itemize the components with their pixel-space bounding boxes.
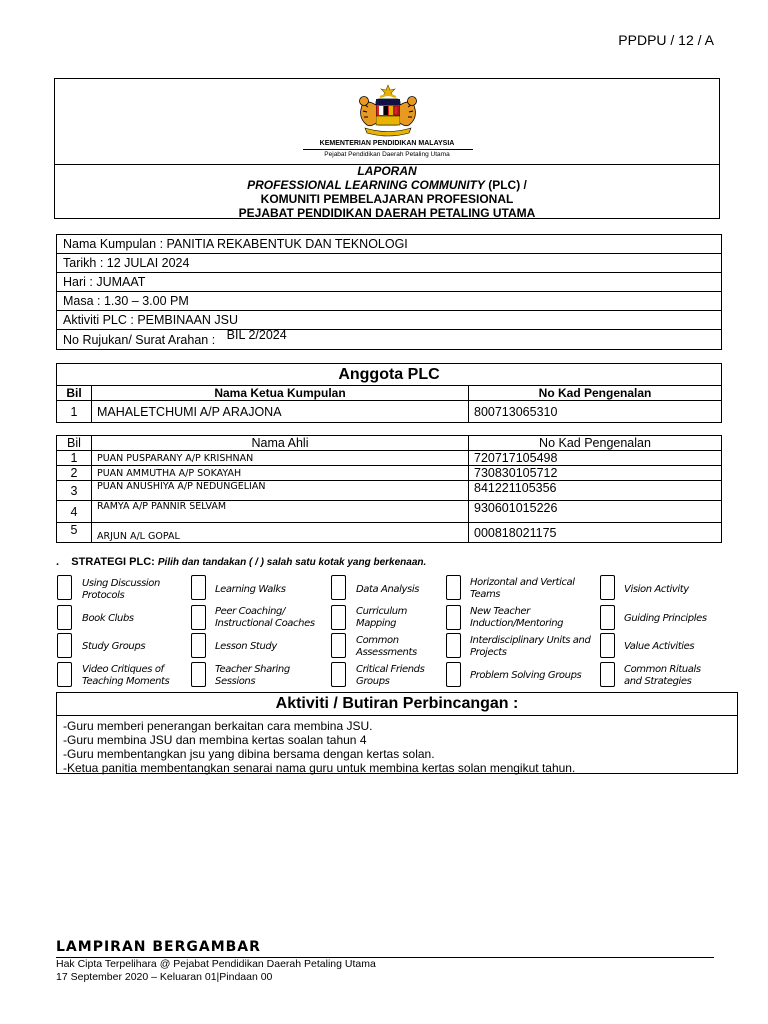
report-title: [55, 164, 719, 220]
member-name: PUAN PUSPARANY A/P KRISHNAN: [92, 451, 469, 466]
strategy-label: Critical Friends Groups: [356, 664, 425, 687]
malaysia-coat-of-arms-emblem: [343, 83, 433, 141]
lampiran-heading: LAMPIRAN BERGAMBAR: [56, 939, 261, 955]
strategy-label: Value Activities: [624, 641, 695, 652]
strategy-label: Lesson Study: [215, 641, 277, 652]
strategy-label: Interdisciplinary Units and Projects: [470, 635, 591, 658]
strategy-checkbox[interactable]: [446, 633, 461, 658]
strategy-label: Common Rituals and Strategies: [624, 664, 701, 687]
strategy-label: Learning Walks: [215, 584, 286, 595]
strategy-checkbox[interactable]: [331, 575, 346, 600]
strategy-checkbox[interactable]: [331, 605, 346, 630]
office-name: Pejabat Pendidikan Daerah Petaling Utama: [324, 151, 450, 158]
aktiviti-title: Aktiviti / Butiran Perbincangan :: [57, 693, 737, 716]
strategy-checkbox[interactable]: [57, 662, 72, 687]
col-bil: Bil: [57, 386, 92, 401]
member-bil: 5: [57, 523, 92, 543]
aktiviti-line: -Guru membentangkan jsu yang dibina bersama dengan kertas solan.: [63, 747, 435, 761]
member-bil: 4: [57, 501, 92, 523]
strategy-label: Teacher Sharing Sessions: [215, 664, 290, 687]
strategy-label: Vision Activity: [624, 584, 689, 595]
strategy-checkbox[interactable]: [600, 633, 615, 658]
strategy-label: Study Groups: [82, 641, 146, 652]
aktiviti-section: [56, 692, 738, 774]
strategy-label: Video Critiques of Teaching Moments: [82, 664, 170, 687]
strategy-checkbox[interactable]: [191, 633, 206, 658]
member-bil: 1: [57, 451, 92, 466]
member-name: PUAN ANUSHIYA A/P NEDUNGELIAN: [92, 481, 469, 501]
strategy-label: Curriculum Mapping: [356, 606, 408, 629]
aktiviti-details: [57, 716, 737, 778]
member-name: ARJUN A/L GOPAL: [92, 523, 469, 543]
table-row: [57, 481, 722, 501]
footer: [56, 958, 376, 984]
member-name: RAMYA A/P PANNIR SELVAM: [92, 501, 469, 523]
anggota-plc-title: Anggota PLC: [56, 363, 722, 385]
rujukan-value: BIL 2/2024: [226, 327, 287, 342]
report-header: [54, 78, 720, 219]
strategy-checkbox[interactable]: [331, 633, 346, 658]
member-bil: 2: [57, 466, 92, 481]
strategy-label: Book Clubs: [82, 613, 134, 624]
strategy-checkbox[interactable]: [331, 662, 346, 687]
table-row: [57, 466, 722, 481]
table-row: [57, 451, 722, 466]
title-line-2: PROFESSIONAL LEARNING COMMUNITY (PLC) /: [247, 178, 527, 192]
logo-area: [55, 79, 719, 165]
col-bil: Bil: [57, 436, 92, 451]
strategy-checkbox[interactable]: [57, 633, 72, 658]
strategy-label: Peer Coaching/ Instructional Coaches: [215, 606, 315, 629]
strategy-label: Data Analysis: [356, 584, 420, 595]
member-ic: 720717105498: [469, 451, 722, 466]
document-reference: PPDPU / 12 / A: [618, 32, 714, 48]
field-aktiviti-plc: Aktiviti PLC : PEMBINAAN JSU: [57, 311, 722, 330]
title-line-1: LAPORAN: [357, 164, 417, 178]
strategy-checkbox[interactable]: [57, 575, 72, 600]
aktiviti-line: -Guru memberi penerangan berkaitan cara membina JSU.: [63, 719, 373, 733]
table-row: [57, 401, 722, 423]
col-no-kad: No Kad Pengenalan: [469, 386, 722, 401]
field-tarikh: Tarikh : 12 JULAI 2024: [57, 254, 722, 273]
member-bil: 3: [57, 481, 92, 501]
strategy-checkbox[interactable]: [446, 662, 461, 687]
aktiviti-line: -Ketua panitia membentangkan senarai nama guru untuk membina kertas solan mengikut tahun.: [63, 761, 576, 775]
col-nama-ketua: Nama Ketua Kumpulan: [92, 386, 469, 401]
strategy-label: New Teacher Induction/Mentoring: [470, 606, 564, 629]
strategi-plc-heading: . STRATEGI PLC: Pilih dan tandakan ( / ) salah satu kotak yang berkenaan.: [56, 556, 427, 568]
member-name: PUAN AMMUTHA A/P SOKAYAH: [92, 466, 469, 481]
field-no-rujukan: No Rujukan/ Surat Arahan : BIL 2/2024: [57, 330, 722, 350]
field-masa: Masa : 1.30 – 3.00 PM: [57, 292, 722, 311]
member-ic: 730830105712: [469, 466, 722, 481]
group-leader-table: [56, 385, 722, 423]
members-table: [56, 435, 722, 543]
ministry-divider: [303, 149, 473, 150]
strategy-checkbox[interactable]: [191, 605, 206, 630]
field-hari: Hari : JUMAAT: [57, 273, 722, 292]
strategy-checkbox[interactable]: [600, 575, 615, 600]
strategy-checkbox[interactable]: [57, 605, 72, 630]
leader-bil: 1: [57, 401, 92, 423]
strategy-checkbox[interactable]: [600, 662, 615, 687]
field-nama-kumpulan: Nama Kumpulan : PANITIA REKABENTUK DAN TEKNOLOGI: [57, 235, 722, 254]
strategy-checkbox[interactable]: [191, 575, 206, 600]
leader-ic: 800713065310: [469, 401, 722, 423]
copyright-line: Hak Cipta Terpelihara @ Pejabat Pendidikan Daerah Petaling Utama: [56, 958, 376, 970]
version-line: 17 September 2020 – Keluaran 01|Pindaan 00: [56, 971, 273, 983]
strategy-checkbox[interactable]: [446, 575, 461, 600]
aktiviti-line: -Guru membina JSU dan membina kertas soalan tahun 4: [63, 733, 367, 747]
strategy-checkbox[interactable]: [191, 662, 206, 687]
member-ic: 000818021175: [469, 523, 722, 543]
col-nama-ahli: Nama Ahli: [92, 436, 469, 451]
meeting-info-table: [56, 234, 722, 350]
table-row: [57, 523, 722, 543]
col-no-kad: No Kad Pengenalan: [469, 436, 722, 451]
member-ic: 841221105356: [469, 481, 722, 501]
leader-name: MAHALETCHUMI A/P ARAJONA: [92, 401, 469, 423]
strategy-label: Guiding Principles: [624, 613, 707, 624]
strategy-label: Using Discussion Protocols: [82, 578, 160, 601]
strategy-label: Common Assessments: [356, 635, 417, 658]
strategy-checkbox[interactable]: [600, 605, 615, 630]
table-row: [57, 501, 722, 523]
member-ic: 930601015226: [469, 501, 722, 523]
strategy-label: Horizontal and Vertical Teams: [470, 577, 575, 600]
title-line-3: KOMUNITI PEMBELAJARAN PROFESIONAL: [260, 192, 514, 206]
ministry-name: KEMENTERIAN PENDIDIKAN MALAYSIA: [319, 140, 455, 147]
title-line-4: PEJABAT PENDIDIKAN DAERAH PETALING UTAMA: [238, 206, 536, 220]
strategy-checkbox[interactable]: [446, 605, 461, 630]
strategy-label: Problem Solving Groups: [470, 670, 582, 681]
